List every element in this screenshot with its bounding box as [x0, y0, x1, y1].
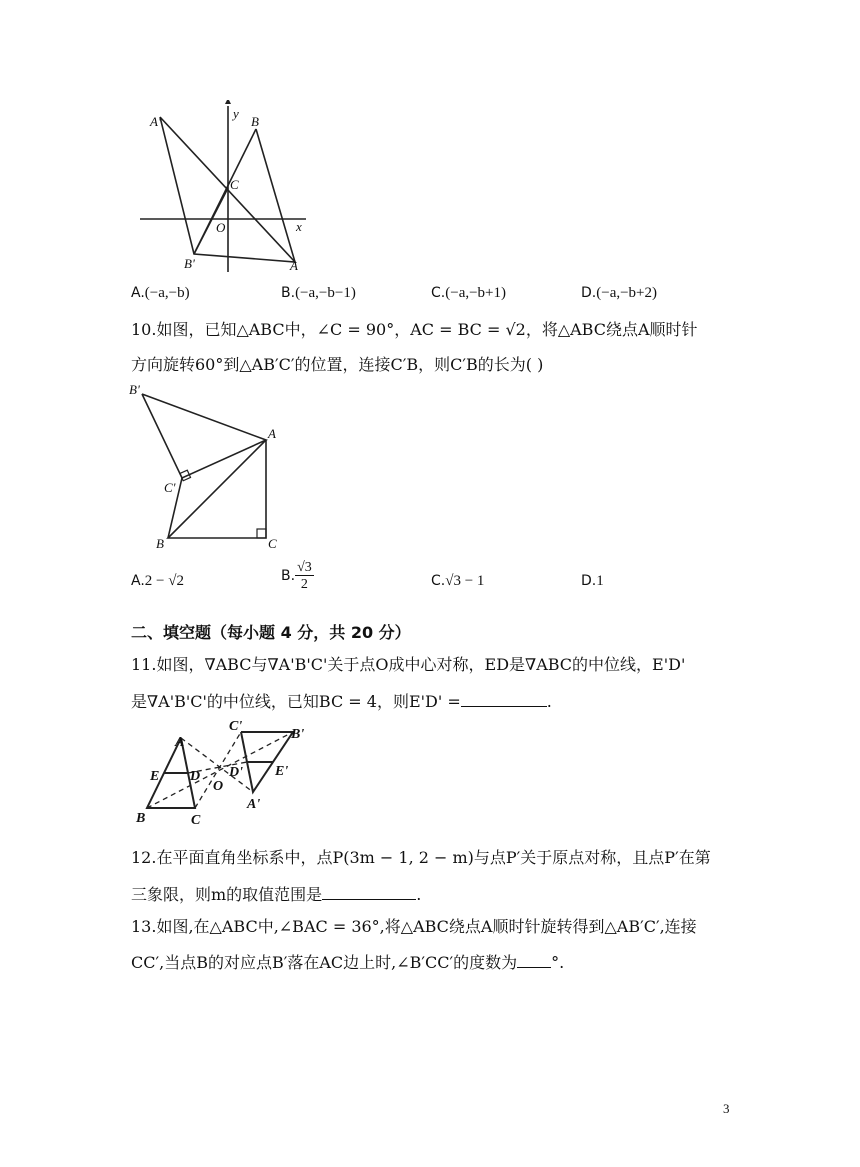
q11-text-line2 — [131, 690, 552, 712]
q11-label-e: E — [150, 769, 160, 784]
q10-figure — [126, 380, 296, 555]
q10-option-d[interactable] — [581, 573, 604, 590]
q9-figure — [130, 100, 310, 275]
q12-answer-blank[interactable] — [322, 883, 416, 900]
section-heading: 二、填空题（每小题 4 分，共 20 分） — [131, 623, 411, 642]
q9-label-a: A — [290, 258, 298, 273]
page-number: 3 — [723, 1101, 730, 1116]
q10-label-b-prime: B' — [129, 382, 140, 397]
option-expr: √3 − 1 — [445, 573, 485, 589]
q10-option-c[interactable] — [431, 573, 484, 590]
q11-label-o: O — [213, 779, 224, 794]
q11-label-d: D — [190, 769, 201, 784]
q11-label-c: C — [191, 813, 201, 828]
option-expr: (−a,−b+1) — [445, 285, 507, 301]
option-key: D. — [581, 573, 597, 589]
q11-text-line1: 11.如图，∇ABC与∇A'B'C'关于点O成中心对称，ED是∇ABC的中位线，E'D' — [131, 655, 686, 674]
option-key: B. — [281, 285, 296, 301]
q9-option-b[interactable] — [281, 285, 356, 302]
option-expr: (−a,−b+2) — [596, 285, 658, 301]
q11-line2-end: . — [546, 692, 552, 711]
fraction-denominator: 2 — [300, 577, 308, 592]
q10-label-c-prime: C' — [164, 480, 176, 495]
option-key: B. — [281, 567, 296, 584]
q10-option-b[interactable] — [281, 561, 314, 592]
q9-option-a[interactable] — [131, 285, 190, 302]
q9-option-c[interactable] — [431, 285, 506, 302]
q10-text-line2: 方向旋转60°到△AB′C′的位置，连接C′B，则C′B的长为( ) — [131, 355, 544, 374]
fraction — [295, 561, 314, 592]
q12-text-line1: 12.在平面直角坐标系中，点P(3m − 1, 2 − m)与点P′关于原点对称，且点P′在第 — [131, 848, 711, 867]
q9-label-o: O — [216, 220, 226, 235]
q10-text-line1: 10.如图，已知△ABC中，∠C = 90°，AC = BC = √2，将△ABC绕点A顺时针 — [131, 320, 698, 339]
q9-label-x: x — [296, 219, 302, 234]
option-key: A. — [131, 285, 145, 301]
option-expr: 2 − √2 — [144, 573, 184, 589]
q12-line2-text: 三象限，则m的取值范围是 — [131, 885, 323, 904]
q13-line2-end: °. — [551, 953, 565, 972]
option-expr: (−a,−b) — [144, 285, 190, 301]
q9-label-b-prime: B' — [184, 256, 195, 271]
q11-label-e-prime: E' — [275, 764, 289, 779]
q11-label-d-prime: D' — [229, 765, 243, 780]
option-key: C. — [431, 573, 446, 589]
q12-line2-end: . — [416, 885, 422, 904]
q13-text-line1: 13.如图,在△ABC中,∠BAC = 36°,将△ABC绕点A顺时针旋转得到△AB′C′,连接 — [131, 917, 697, 936]
q11-line2-text: 是∇A'B'C'的中位线，已知BC = 4，则E'D' = — [131, 692, 461, 711]
q11-label-a-prime: A' — [247, 797, 261, 812]
q9-label-a-prime: A' — [150, 114, 161, 129]
q10-label-c: C — [268, 536, 277, 551]
q11-label-b: B — [136, 811, 146, 826]
q11-answer-blank[interactable] — [461, 690, 547, 707]
option-key: A. — [131, 573, 145, 589]
q12-text-line2 — [131, 883, 421, 905]
option-key: D. — [581, 285, 597, 301]
q11-label-b-prime: B' — [291, 727, 305, 742]
option-expr: 1 — [596, 573, 604, 589]
q10-label-b: B — [156, 536, 164, 551]
q9-label-y: y — [233, 106, 239, 121]
q9-option-d[interactable] — [581, 285, 657, 302]
fraction-numerator: √3 — [297, 560, 312, 575]
q13-text-line2 — [131, 951, 564, 973]
q13-line2-text: CC′,当点B的对应点B′落在AC边上时,∠B′CC′的度数为 — [131, 953, 518, 972]
q11-figure — [133, 716, 333, 828]
option-key: C. — [431, 285, 446, 301]
q9-label-c: C — [230, 177, 239, 192]
q11-label-c-prime: C' — [229, 719, 243, 734]
option-expr: (−a,−b−1) — [295, 285, 356, 301]
q10-label-a: A — [268, 426, 276, 441]
q13-answer-blank[interactable] — [517, 951, 551, 968]
q11-label-a: A — [175, 735, 185, 750]
q10-option-a[interactable] — [131, 573, 184, 590]
q9-label-b: B — [251, 114, 259, 129]
